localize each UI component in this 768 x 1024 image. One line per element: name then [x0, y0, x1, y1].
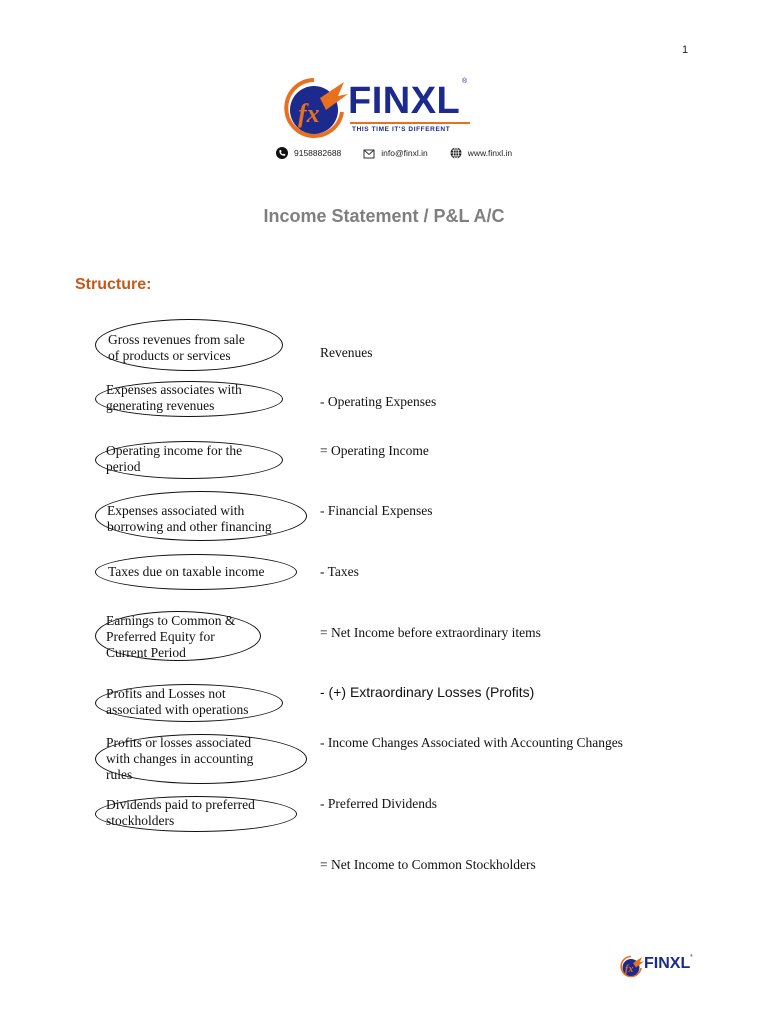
statement-line-item: Revenues [320, 345, 373, 360]
statement-line-item: = Operating Income [320, 443, 429, 458]
footer-wordmark: FINXL [644, 955, 691, 972]
finxl-logo [282, 76, 482, 142]
structure-description: Dividends paid to preferred stockholders [106, 797, 255, 828]
email-address[interactable]: info@finxl.in [381, 148, 428, 158]
logo-tagline: THIS TIME IT'S DIFFERENT [352, 126, 451, 133]
structure-description: Profits or losses associated with changes in accounting rules [106, 735, 254, 782]
structure-description: Gross revenues from sale of products or services [108, 332, 245, 363]
registered-mark: ® [462, 78, 468, 85]
logo-wordmark: FINXL [348, 80, 461, 122]
statement-line-item: - (+) Extraordinary Losses (Profits) [320, 684, 535, 700]
structure-description: Expenses associated with borrowing and other financing [107, 503, 272, 534]
svg-text:fx: fx [298, 99, 320, 128]
statement-line-item: = Net Income before extraordinary items [320, 625, 541, 640]
globe-icon [450, 147, 462, 159]
statement-line-item: - Financial Expenses [320, 503, 433, 518]
structure-description: Expenses associates with generating revenues [106, 382, 242, 413]
statement-line-item: - Preferred Dividends [320, 796, 437, 811]
structure-description: Operating income for the period [106, 443, 243, 474]
section-heading: Structure: [75, 276, 152, 293]
structure-description: Profits and Losses not associated with operations [106, 686, 249, 717]
document-title: Income Statement / P&L A/C [263, 206, 505, 226]
footer-registered-mark: ® [690, 953, 693, 958]
fx-logo-icon [620, 955, 644, 979]
statement-line-item: - Operating Expenses [320, 394, 437, 409]
phone-icon [276, 147, 288, 159]
phone-number[interactable]: 9158882688 [294, 148, 342, 158]
footer-logo [620, 953, 700, 983]
page-number: 1 [682, 44, 689, 56]
net-income-line: = Net Income to Common Stockholders [320, 857, 536, 872]
contact-bar [276, 147, 512, 159]
statement-line-item: - Income Changes Associated with Accounting Changes [320, 735, 623, 750]
logo-underline [350, 122, 470, 124]
svg-text:fx: fx [625, 964, 634, 975]
website-link[interactable]: www.finxl.in [467, 148, 513, 158]
fx-logo-icon [282, 76, 350, 142]
structure-description: Earnings to Common & Preferred Equity for Current Period [106, 613, 236, 660]
statement-line-item: - Taxes [320, 564, 359, 579]
email-icon [363, 148, 375, 159]
structure-description: Taxes due on taxable income [108, 564, 265, 579]
